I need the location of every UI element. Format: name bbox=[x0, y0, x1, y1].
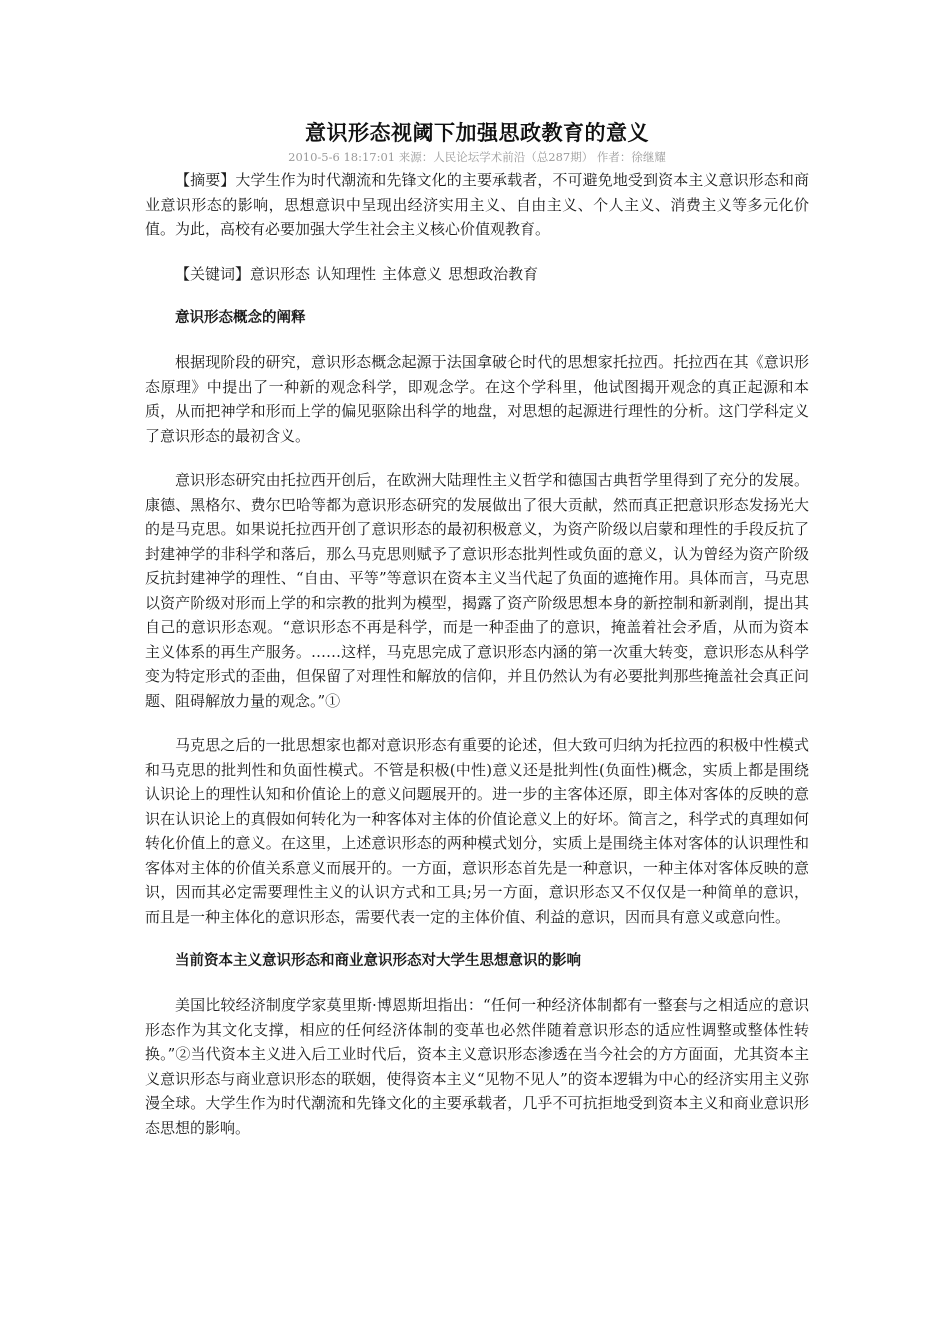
keyword: 意识形态 bbox=[250, 264, 311, 283]
article-title: 意识形态视阈下加强思政教育的意义 bbox=[305, 121, 649, 145]
keyword: 认知理性 bbox=[316, 264, 377, 283]
body-paragraph: 意识形态研究由托拉西开创后，在欧洲大陆理性主义哲学和德国古典哲学里得到了充分的发展。康德、黑格尔、费尔巴哈等都为意识形态研究的发展做出了很大贡献，然而真正把意识形态发扬光大的是马克思。如果说托拉西开创了意识形态的最初积极意义，为资产阶级以启蒙和理性的手段反抗了封建神学的非科学和落后，那么马克思则赋予了意识形态批判性或负面的意义，认为曾经为资产阶级反抗封建神学的理性、“自由、平等”等意识在资本主义当代起了负面的遮掩作用。具体而言，马克思以资产阶级对形而上学的和宗教的批判为模型，揭露了资产阶级思想本身的新控制和新剥削，提出其自己的意识形态观。“意识形态不再是科学，而是一种歪曲了的意识，掩盖着社会矛盾，从而为资本主义体系的再生产服务。……这样，马克思完成了意识形态内涵的第一次重大转变，意识形态从科学变为特定形式的歪曲，但保留了对理性和解放的信仰，并且仍然认为有必要批判那些掩盖社会真正问题、阻碍解放力量的观念。”① bbox=[145, 471, 809, 710]
keyword: 思想政治教育 bbox=[448, 264, 539, 283]
abstract-text: 大学生作为时代潮流和先锋文化的主要承载者，不可避免地受到资本主义意识形态和商业意识形态的影响，思想意识中呈现出经济实用主义、自由主义、个人主义、消费主义等多元化价值。为此，高校有必要加强大学生社会主义核心价值观教育。 bbox=[145, 171, 809, 238]
body-paragraph: 美国比较经济制度学家莫里斯·博恩斯坦指出：“任何一种经济体制都有一整套与之相适应的意识形态作为其文化支撑，相应的任何经济体制的变革也必然伴随着意识形态的适应性调整或整体性转换。”②当代资本主义进入后工业时代后，资本主义意识形态渗透在当今社会的方方面面，尤其资本主义意识形态与商业意识形态的联姻，使得资本主义“见物不见人”的资本逻辑为中心的经济实用主义弥漫全球。大学生作为时代潮流和先锋文化的主要承载者，几乎不可抗拒地受到资本主义和商业意识形态思想的影响。 bbox=[145, 996, 809, 1137]
document-page bbox=[145, 118, 809, 1140]
body-paragraph: 马克思之后的一批思想家也都对意识形态有重要的论述，但大致可归纳为托拉西的积极中性模式和马克思的批判性和负面性模式。不管是积极(中性)意义还是批判性(负面性)概念，实质上都是围绕认识论上的理性认知和价值论上的意义问题展开的。进一步的主客体还原，即主体对客体的反映的意识在认识论上的真假如何转化为一种客体对主体的价值论意义上的好坏。简言之，科学式的真理如何转化价值上的意义。在这里，上述意识形态的两种模式划分，实质上是围绕主体对客体的认识理性和客体对主体的价值关系意义而展开的。一方面，意识形态首先是一种意识，一种主体对客体反映的意识，因而其必定需要理性主义的认识方式和工具;另一方面，意识形态又不仅仅是一种简单的意识，而且是一种主体化的意识形态，需要代表一定的主体价值、利益的意识，因而具有意义或意向性。 bbox=[145, 736, 809, 926]
keyword: 主体意义 bbox=[382, 264, 443, 283]
article-meta: 2010-5-6 18:17:01 来源：人民论坛学术前沿（总287期） 作者：徐继耀 bbox=[288, 150, 666, 164]
body-paragraph: 根据现阶段的研究，意识形态概念起源于法国拿破仑时代的思想家托拉西。托拉西在其《意识形态原理》中提出了一种新的观念科学，即观念学。在这个学科里，他试图揭开观念的真正起源和本质，从而把神学和形而上学的偏见驱除出科学的地盘，对思想的起源进行理性的分析。这门学科定义了意识形态的最初含义。 bbox=[145, 353, 809, 445]
abstract-label: 【摘要】 bbox=[175, 171, 236, 189]
abstract-paragraph bbox=[145, 168, 809, 242]
section-heading: 当前资本主义意识形态和商业意识形态对大学生思想意识的影响 bbox=[175, 953, 581, 969]
keywords-paragraph bbox=[145, 262, 809, 287]
section-heading: 意识形态概念的阐释 bbox=[175, 310, 306, 326]
keywords-label: 【关键词】 bbox=[175, 264, 251, 283]
